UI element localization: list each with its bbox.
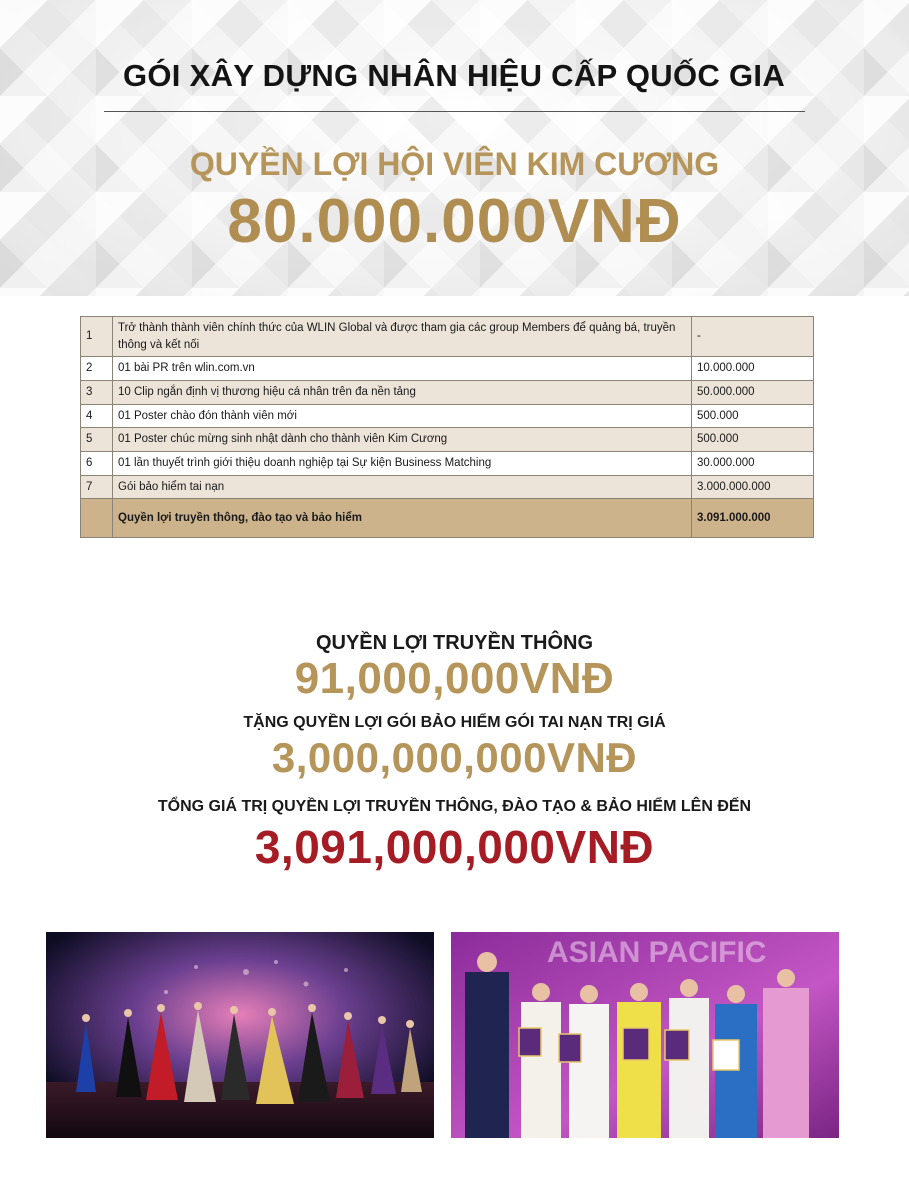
benefits-table	[80, 316, 814, 538]
total-benefit-label: TỔNG GIÁ TRỊ QUYỀN LỢI TRUYỀN THÔNG, ĐÀO TẠO & BẢO HIỂM LÊN ĐẾN	[157, 798, 752, 815]
media-benefit-label: QUYỀN LỢI TRUYỀN THÔNG	[315, 632, 594, 654]
row-number: 2	[81, 357, 113, 381]
row-number: 1	[81, 317, 113, 357]
award-ceremony-illustration	[451, 932, 839, 1138]
tier-label: QUYỀN LỢI HỘI VIÊN KIM CƯƠNG	[189, 146, 720, 182]
row-description: Gói bảo hiểm tai nạn	[113, 475, 692, 499]
row-description: 01 lần thuyết trình giới thiệu doanh nghiệp tại Sự kiện Business Matching	[113, 452, 692, 476]
backdrop-text: ASIAN PACIFIC	[547, 936, 767, 969]
row-number: 6	[81, 452, 113, 476]
row-number: 5	[81, 428, 113, 452]
insurance-benefit-value: 3,000,000,000VNĐ	[271, 734, 638, 781]
table-row	[81, 381, 814, 405]
table-row	[81, 357, 814, 381]
row-value: 500.000	[692, 428, 814, 452]
tier-price: 80.000.000VNĐ	[227, 187, 682, 256]
insurance-benefit-label: TẶNG QUYỀN LỢI GÓI BẢO HIỂM GÓI TAI NẠN TRỊ GIÁ	[243, 714, 666, 731]
row-value: 10.000.000	[692, 357, 814, 381]
row-value: 3.000.000.000	[692, 475, 814, 499]
row-description: Trở thành thành viên chính thức của WLIN Global và được tham gia các group Members để quảng bá, truyền thông và kết nối	[113, 317, 692, 357]
total-benefit-value: 3,091,000,000VNĐ	[254, 821, 655, 873]
row-number: 7	[81, 475, 113, 499]
stage-gala-photo	[46, 932, 434, 1138]
row-number	[81, 499, 113, 538]
row-value: -	[692, 317, 814, 357]
row-number: 3	[81, 381, 113, 405]
media-benefit-value: 91,000,000VNĐ	[294, 654, 615, 703]
table-total-row	[81, 499, 814, 538]
total-description: Quyền lợi truyền thông, đào tạo và bảo hiểm	[113, 499, 692, 538]
table-row	[81, 404, 814, 428]
table-row	[81, 475, 814, 499]
page-title: GÓI XÂY DỰNG NHÂN HIỆU CẤP QUỐC GIA	[122, 58, 786, 93]
hero-banner	[0, 0, 909, 296]
award-ceremony-photo	[451, 932, 839, 1138]
row-description: 01 bài PR trên wlin.com.vn	[113, 357, 692, 381]
row-value: 30.000.000	[692, 452, 814, 476]
title-divider	[104, 111, 805, 112]
row-number: 4	[81, 404, 113, 428]
row-description: 10 Clip ngắn định vị thương hiệu cá nhân trên đa nền tảng	[113, 381, 692, 405]
row-description: 01 Poster chúc mừng sinh nhật dành cho thành viên Kim Cương	[113, 428, 692, 452]
total-value: 3.091.000.000	[692, 499, 814, 538]
row-description: 01 Poster chào đón thành viên mới	[113, 404, 692, 428]
table-row	[81, 452, 814, 476]
table-row	[81, 428, 814, 452]
row-value: 50.000.000	[692, 381, 814, 405]
row-value: 500.000	[692, 404, 814, 428]
stage-gala-illustration	[46, 932, 434, 1138]
table-row	[81, 317, 814, 357]
